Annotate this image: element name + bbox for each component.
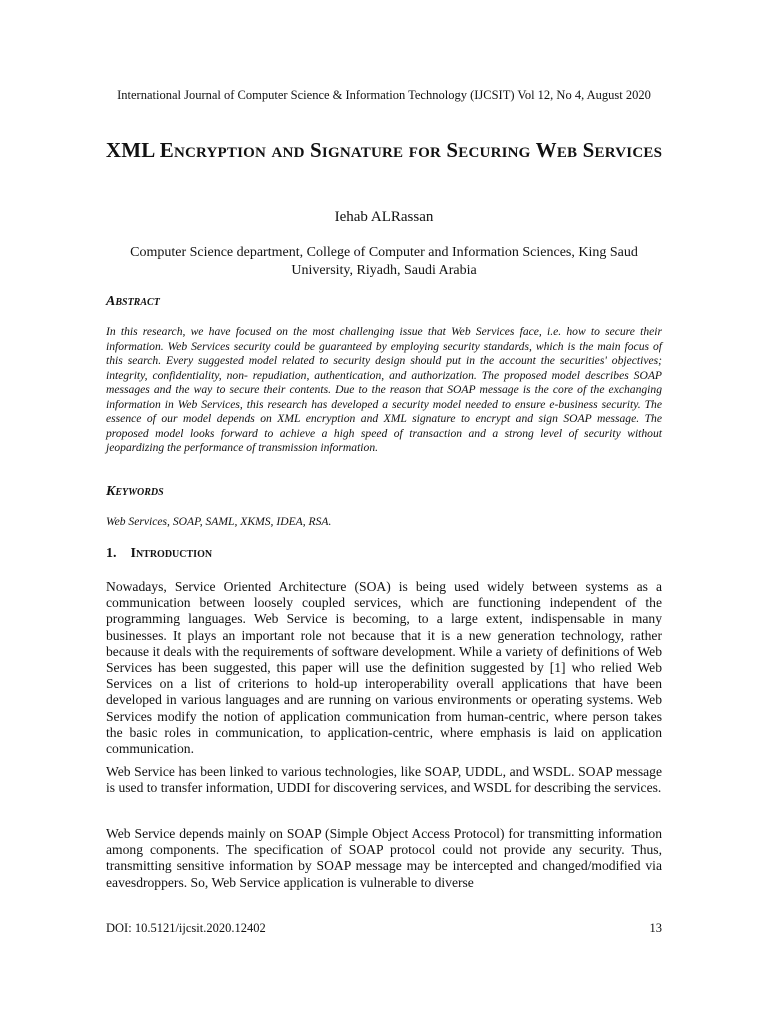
author-affiliation: Computer Science department, College of Computer and Information Sciences, King Saud University, Riyadh, Saudi Arabia: [130, 245, 638, 278]
page-number: 13: [649, 921, 662, 935]
intro-paragraph-2: Web Service has been linked to various technologies, like SOAP, UDDL, and WSDL. SOAP message is used to transfer information, UDDI for discovering services, and WSDL for describing the services.: [106, 764, 662, 796]
intro-paragraph-3: Web Service depends mainly on SOAP (Simple Object Access Protocol) for transmitting information among components. The specification of SOAP protocol could not provide any security. Thus, transmitting sensitive information by SOAP message may be intercepted and changed/modified via eavesdroppers. So, Web Service application is vulnerable to diverse: [106, 826, 662, 890]
paper-title: XML Encryption and Signature for Securing Web Services: [105, 138, 663, 162]
introduction-heading: [106, 546, 212, 562]
author-name: Iehab ALRassan: [334, 209, 434, 225]
section-number: 1.: [106, 546, 117, 561]
keywords-heading: Keywords: [106, 484, 164, 499]
doi-footer: DOI: 10.5121/ijcsit.2020.12402: [106, 921, 266, 935]
journal-header: International Journal of Computer Science & Information Technology (IJCSIT) Vol 12, No 4, August 2020: [117, 88, 651, 102]
intro-paragraph-1: Nowadays, Service Oriented Architecture (SOA) is being used widely between systems as a communication between loosely coupled services, which are functioning independent of the programming languages. Web Service is becoming, to a large extent, indispensable in many businesses. It plays an important role not because that it is a new generation technology, rather because it deals with the requirements of software development. While a variety of definitions of Web Services has been suggested, this paper will use the definition suggested by [1] who relied Web Services on a list of criterions to hold-up interoperability overall applications that have been developed in various languages and are running on various environments or operating systems. Web Services modify the notion of application communication from human-centric, where person takes the basic roles in communication, to application-centric, where emphasis is laid on application communication.: [106, 579, 662, 757]
section-title: Introduction: [130, 546, 213, 561]
abstract-text: In this research, we have focused on the most challenging issue that Web Services face, i.e. how to secure their information. Web Services security could be guaranteed by employing security standards, which is the main focus of this search. Every suggested model related to security design should put in the account the securities' objectives; integrity, confidentiality, non- repudiation, authentication, and authorization. The proposed model describes SOAP messages and the way to secure their contents. Due to the reason that SOAP message is the core of the exchanging information in Web Services, this research has developed a security model needed to ensure e-business security. The essence of our model depends on XML encryption and XML signature to encrypt and sign SOAP message. The proposed model looks forward to achieve a high speed of transaction and a strong level of security without jeopardizing the performance of transmission information.: [106, 325, 662, 454]
abstract-heading: Abstract: [106, 294, 160, 309]
keywords-text: Web Services, SOAP, SAML, XKMS, IDEA, RSA.: [106, 515, 332, 528]
